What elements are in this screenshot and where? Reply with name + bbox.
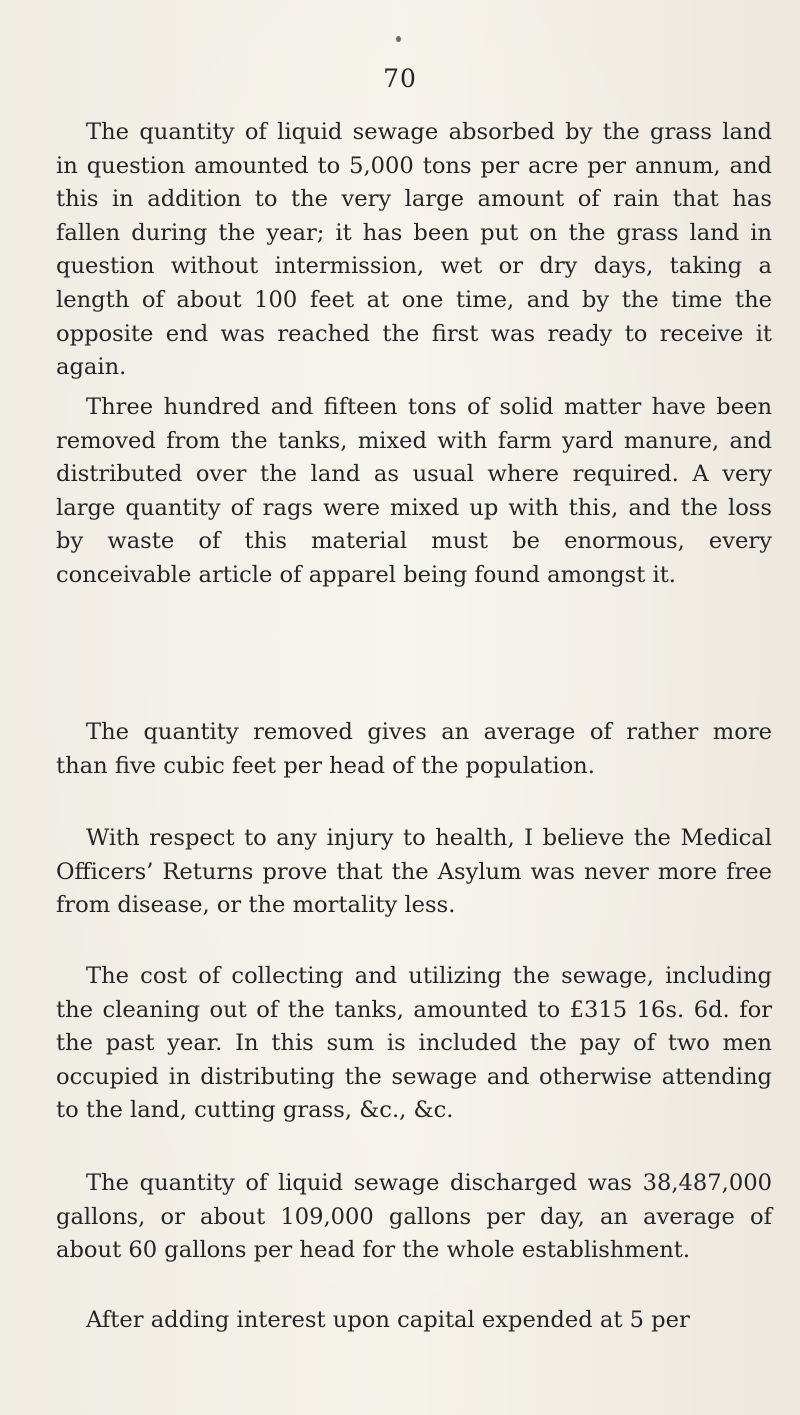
paragraph-quantity-removed: The quantity removed gives an average of rather more than five cubic feet per head of the population. <box>56 719 772 779</box>
paragraph-solid-matter: Three hundred and fifteen tons of solid matter have been removed from the tanks, mixed with farm yard manure, and distributed over the land as usual where required. A very large quantity of rags were mixed up with this, and the loss by waste of this material must be enormous, every conceivable article of apparel being found amongst it. <box>56 394 772 588</box>
ink-spot <box>396 36 401 42</box>
paragraph-sewage-absorbed: The quantity of liquid sewage absorbed by the grass land in question amounted to 5,000 tons per acre per annum, and this in addition to the very large amount of rain that has fallen during the year; it has been put on the grass land in question without intermission, wet or dry days, taking a length of about 100 feet at one time, and by the time the opposite end was reached the first was ready to receive it again. <box>56 119 772 381</box>
paragraph-cost: The cost of collecting and utilizing the sewage, including the cleaning out of the tanks, amounted to £315 16s. 6d. for the past year. In this sum is included the pay of two men occupied in distributing the sewage and otherwise attending to the land, cutting grass, &c., &c. <box>56 963 772 1124</box>
paragraph-interest: After adding interest upon capital expended at 5 per <box>86 1307 690 1333</box>
paragraph-health: With respect to any injury to health, I believe the Medical Officers’ Returns prove that the Asylum was never more free from disease, or the mortality less. <box>56 825 772 919</box>
paragraph-discharge: The quantity of liquid sewage discharged was 38,487,000 gallons, or about 109,000 gallons per day, an average of about 60 gallons per head for the whole establishment. <box>56 1170 772 1264</box>
page-number: 70 <box>383 64 417 93</box>
